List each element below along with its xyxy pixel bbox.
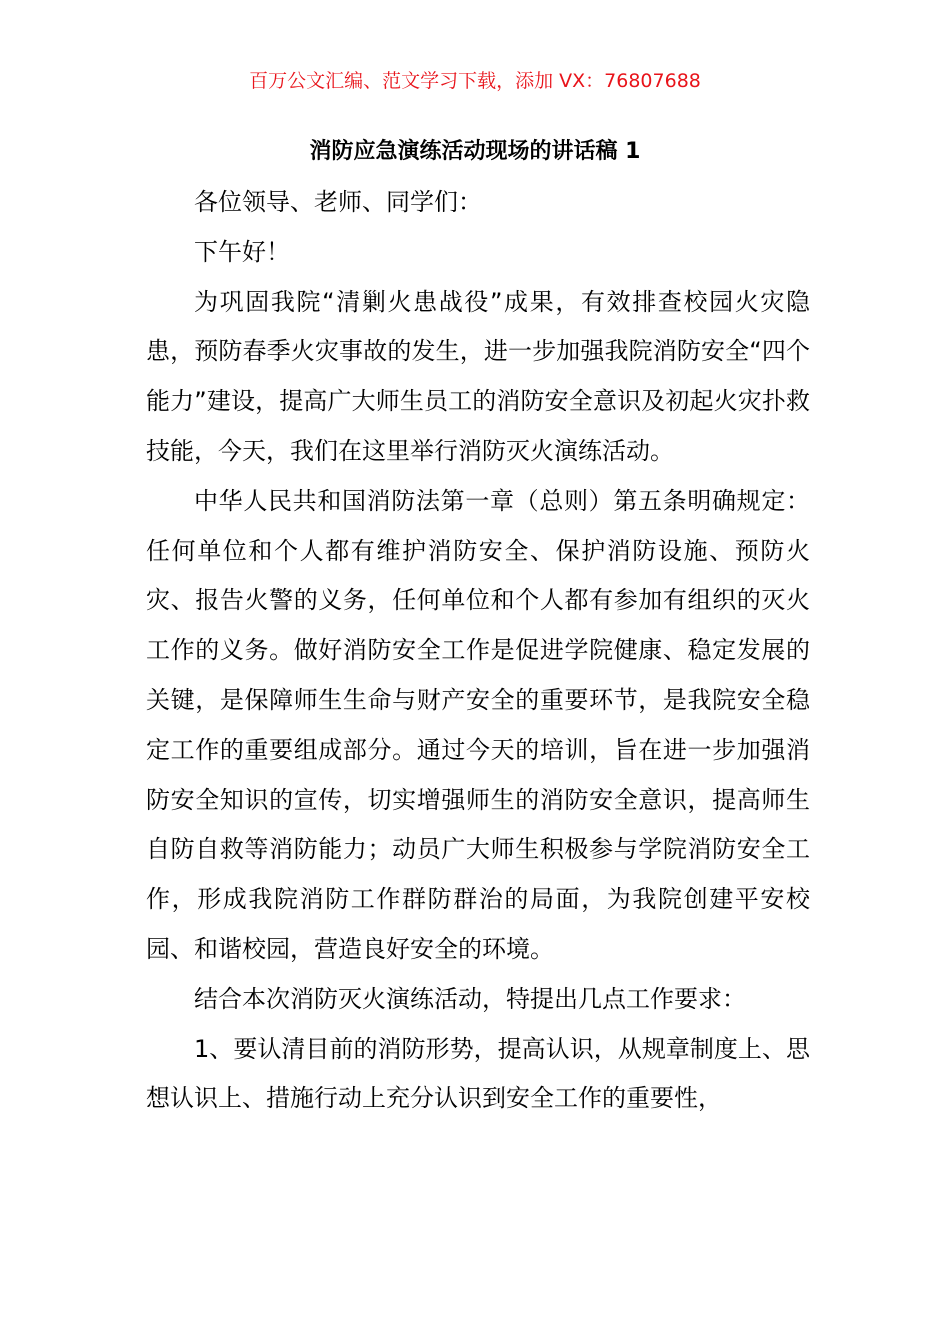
document-title: 消防应急演练活动现场的讲话稿 1 [309,139,641,164]
header-promo-note: 百万公文汇编、范文学习下载，添加 VX：76807688 [249,70,701,92]
body-paragraph: 为巩固我院“清剿火患战役”成果，有效排查校园火灾隐患，预防春季火灾事故的发生，进一步加强我院消防安全“四个能力”建设，提高广大师生员工的消防安全意识及初起火灾扑救技能，今天，我们在这里举行消防灭火演练活动。 [146,287,810,465]
body-paragraph: 中华人民共和国消防法第一章（总则）第五条明确规定：任何单位和个人都有维护消防安全、保护消防设施、预防火灾、报告火警的义务，任何单位和个人都有参加有组织的灭火工作的义务。做好消防安全工作是促进学院健康、稳定发展的关键，是保障师生生命与财产安全的重要环节，是我院安全稳定工作的重要组成部分。通过今天的培训，旨在进一步加强消防安全知识的宣传，切实增强师生的消防安全意识，提高师生自防自救等消防能力；动员广大师生积极参与学院消防安全工作，形成我院消防工作群防群治的局面，为我院创建平安校园、和谐校园，营造良好安全的环境。 [146,486,810,963]
body-paragraph: 1、要认清目前的消防形势，提高认识，从规章制度上、思想认识上、措施行动上充分认识到安全工作的重要性， [146,1034,810,1113]
document-body [146,178,810,1124]
body-paragraph: 结合本次消防灭火演练活动，特提出几点工作要求： [194,984,746,1013]
salutation: 各位领导、老师、同学们： [194,188,482,216]
greeting: 下午好！ [194,237,290,266]
